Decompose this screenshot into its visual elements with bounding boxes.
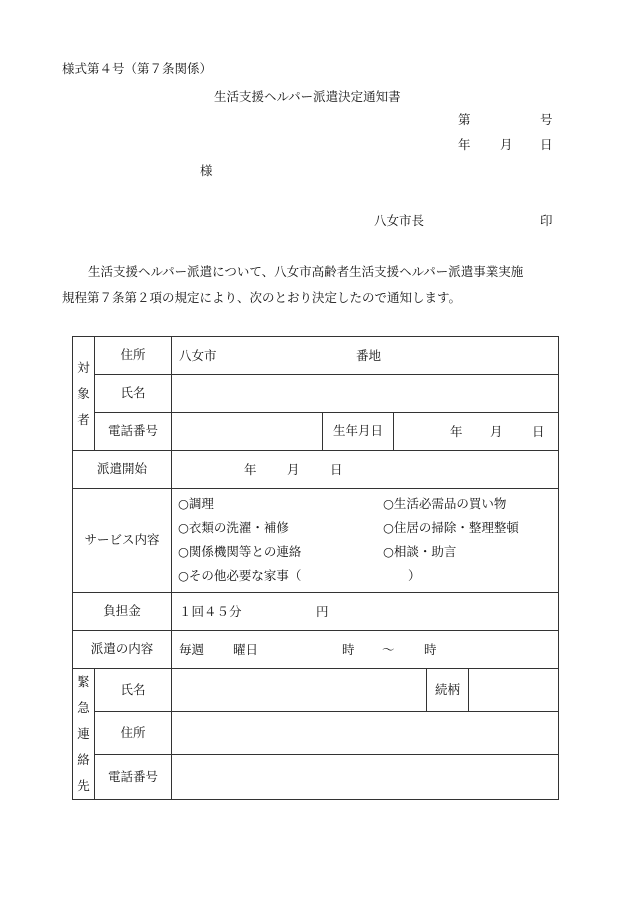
address-banchi: 番地 [356,348,382,363]
date-day-label: 日 [540,137,553,152]
name-label: 氏名 [95,375,172,413]
relation-field[interactable] [469,669,559,712]
relation-label: 続柄 [427,669,469,712]
form-number: 様式第４号（第７条関係） [62,61,213,76]
service-options [172,489,559,593]
emergency-address-label: 住所 [95,711,172,754]
time-to-label: 時 [424,642,437,657]
time-from-label: 時 [342,642,355,657]
dispatch-detail-field[interactable] [172,631,559,669]
birth-year-label: 年 [450,424,463,439]
phone-field[interactable] [172,413,323,451]
service-laundry[interactable]: ○衣類の洗濯・補修 [178,520,289,535]
fee-field[interactable] [172,593,559,631]
doc-number-prefix: 第 [458,112,471,127]
fee-unit: １回４５分 [179,604,242,619]
start-year-label: 年 [244,462,257,477]
service-cooking[interactable]: ○調理 [178,496,214,511]
service-other[interactable]: ○その他必要な家事（ [178,568,302,583]
phone-label: 電話番号 [95,413,172,451]
seal-mark: 印 [540,213,553,228]
notice-text-line1: 生活支援ヘルパー派遣について、八女市高齢者生活支援ヘルパー派遣事業実施 [88,264,524,279]
document-title: 生活支援ヘルパー派遣決定通知書 [214,89,401,104]
date-year-label: 年 [458,137,471,152]
service-other-close: ） [408,568,421,583]
birthdate-field[interactable] [394,413,559,451]
weekly-label: 毎週 [179,642,205,657]
service-liaison[interactable]: ○関係機関等との連絡 [178,544,302,559]
birth-day-label: 日 [532,424,545,439]
emergency-address-field[interactable] [172,711,559,754]
tilde-separator: 〜 [382,642,395,657]
dispatch-decision-table [72,336,559,800]
dispatch-start-label: 派遣開始 [73,451,172,489]
recipient-honorific: 様 [200,163,213,178]
fee-label: 負担金 [73,593,172,631]
dispatch-detail-label: 派遣の内容 [73,631,172,669]
subject-person-label: 対 象 者 [73,337,95,451]
emergency-phone-label: 電話番号 [95,754,172,799]
service-cleaning[interactable]: ○住居の掃除・整理整頓 [383,520,519,535]
start-day-label: 日 [330,462,343,477]
emergency-contact-label: 緊 急 連 絡 先 [73,669,95,800]
service-shopping[interactable]: ○生活必需品の買い物 [383,496,507,511]
birthdate-label: 生年月日 [323,413,394,451]
address-label: 住所 [95,337,172,375]
service-content-label: サービス内容 [73,489,172,593]
name-field[interactable] [172,375,559,413]
birth-month-label: 月 [490,424,503,439]
emergency-name-label: 氏名 [95,669,172,712]
emergency-phone-field[interactable] [172,754,559,799]
issuer-name: 八女市長 [374,213,425,228]
date-month-label: 月 [500,137,513,152]
address-city: 八女市 [179,348,217,363]
doc-number-suffix: 号 [540,112,553,127]
service-consultation[interactable]: ○相談・助言 [383,544,457,559]
weekday-label: 曜日 [233,642,259,657]
address-field[interactable] [172,337,559,375]
start-month-label: 月 [287,462,300,477]
notice-text-line2: 規程第７条第２項の規定により、次のとおり決定したので通知します。 [62,290,462,305]
emergency-name-field[interactable] [172,669,427,712]
dispatch-start-field[interactable] [172,451,559,489]
fee-yen: 円 [316,604,329,619]
